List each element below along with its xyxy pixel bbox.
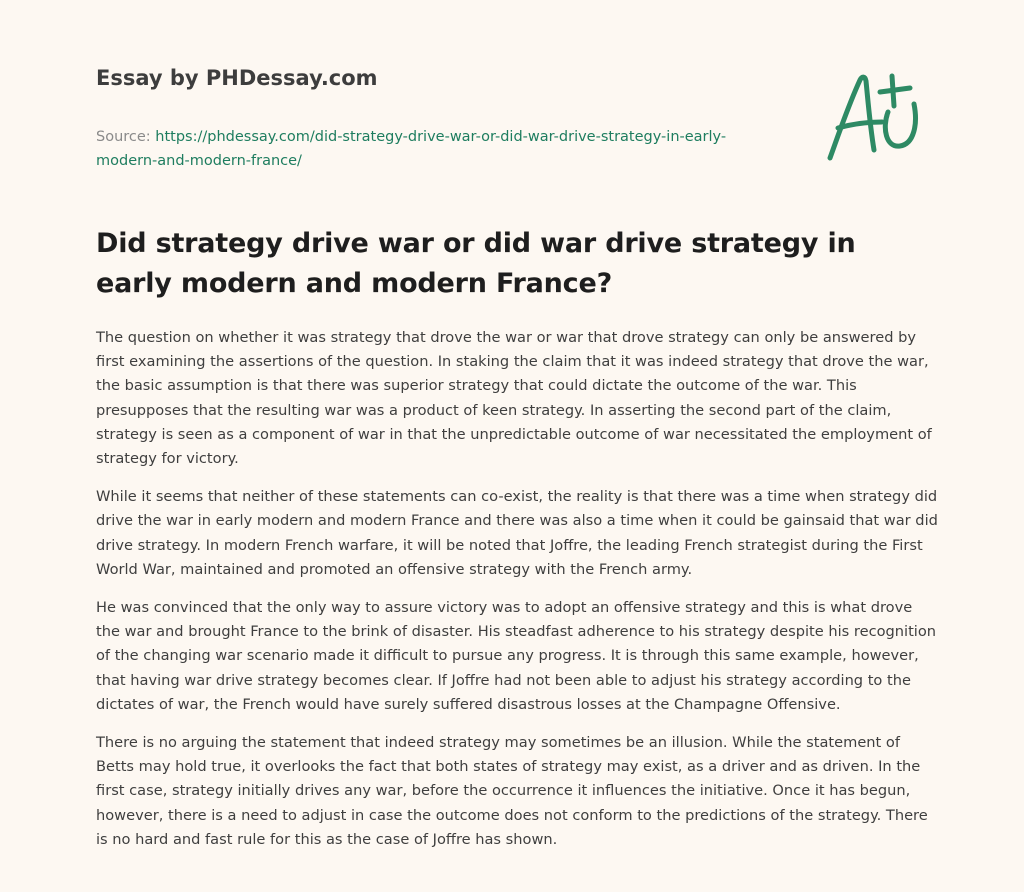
essay-body	[96, 326, 938, 866]
essay-title: Did strategy drive war or did war drive strategy in early modern and modern France?	[96, 228, 856, 299]
paragraph: There is no arguing the statement that indeed strategy may sometimes be an illusion. While the statement of Betts may hold true, it overlooks the fact that both states of strategy may exist, as a driver and as driven. In the first case, strategy initially drives any war, before the occurrence it influences the initiative. Once it has begun, however, there is a need to adjust in case the outcome does not conform to the predictions of the strategy. There is no hard and fast rule for this as the case of Joffre has shown.	[96, 734, 928, 848]
page-header	[96, 62, 816, 173]
source-label: Source:	[96, 129, 156, 145]
brand-title: Essay by PHDessay.com	[96, 66, 378, 90]
source-link[interactable]: https://phdessay.com/did-strategy-drive-war-or-did-war-drive-strategy-in-early-modern-and-modern-france/	[96, 129, 727, 169]
paragraph: While it seems that neither of these statements can co-exist, the reality is that there was a time when strategy did drive the war in early modern and modern France and there was also a time when it could be gainsaid that war did drive strategy. In modern French warfare, it will be noted that Joffre, the leading French strategist during the First World War, maintained and promoted an offensive strategy with the French army.	[96, 488, 938, 578]
paragraph: He was convinced that the only way to assure victory was to adopt an offensive strategy and this is what drove the war and brought France to the brink of disaster. His steadfast adherence to his strategy despite his recognition of the changing war scenario made it difficult to pursue any progress. It is through this same example, however, that having war drive strategy becomes clear. If Joffre had not been able to adjust his strategy according to the dictates of war, the French would have surely suffered disastrous losses at the Champagne Offensive.	[96, 599, 937, 713]
paragraph: The question on whether it was strategy that drove the war or war that drove strategy can only be answered by first examining the assertions of the question. In staking the claim that it was indeed strategy that drove the war, the basic assumption is that there was superior strategy that could dictate the outcome of the war. This presupposes that the resulting war was a product of keen strategy. In asserting the second part of the claim, strategy is seen as a component of war in that the unpredictable outcome of war necessitated the employment of strategy for victory.	[96, 329, 932, 468]
source-line	[96, 125, 776, 173]
a-plus-logo-icon	[818, 66, 928, 166]
